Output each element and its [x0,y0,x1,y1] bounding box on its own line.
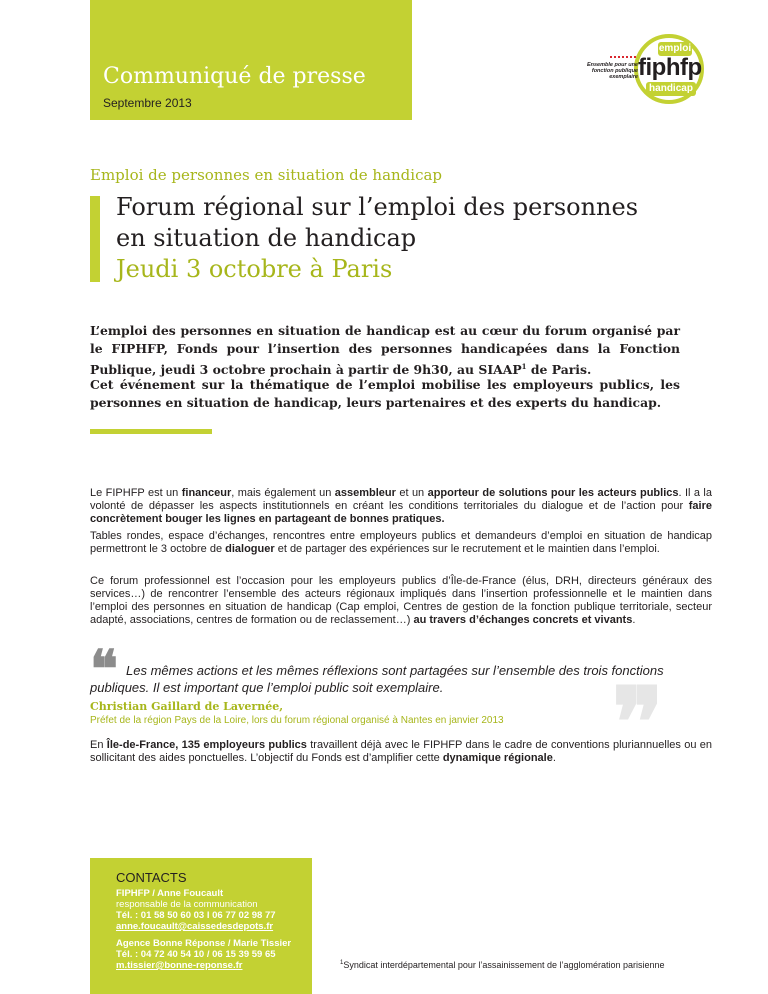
quote-author-role: Préfet de la région Pays de la Loire, lors du forum régional organisé à Nantes en janvier 2013 [90,715,504,726]
body-paragraph-2: Tables rondes, espace d’échanges, rencontres entre employeurs publics et demandeurs d’emploi en situation de handicap permettront le 3 octobre de dialoguer et de partager des expériences sur le recrutement et le maintien dans l’emploi. [90,530,712,555]
footnote-ref: 1 [521,362,527,371]
title-accent-bar [90,196,100,282]
fiphfp-logo [586,32,716,106]
logo-top-label: emploi [658,43,692,54]
footnote-mark: 1 [340,960,344,966]
quote-author: Christian Gaillard de Lavernée, [90,700,284,713]
contacts-title: CONTACTS [116,870,187,885]
contacts-box [90,858,312,994]
contact-1-role: responsable de la communication [116,899,258,910]
logo-tagline: Ensemble pour une fonction publique exemplaire [586,62,638,80]
contact-1-name: FIPHFP / Anne Foucault [116,888,224,899]
body-paragraph-4: En Île-de-France, 135 employeurs publics travaillent déjà avec le FIPHFP dans le cadre de conventions pluriannuelles ou en sollicitant des aides ponctuelles. L’objectif du Fonds est d’amplifier cette dynamique régionale. [90,739,713,764]
header-banner [90,0,412,120]
page-title-line-1: Forum régional sur l’emploi des personnes [116,193,639,221]
close-quote-icon: ❞ [612,666,664,779]
open-quote-icon: ❝ [90,639,118,700]
intro-paragraph-1: L’emploi des personnes en situation de handicap est au cœur du forum organisé par le FIPHFP, Fonds pour l’insertion des personnes handicapées dans la Fonction Publique, jeudi 3 octobre prochain à partir de 9h30, au SIAAP$^1$ de Paris. [90,323,680,378]
intro-paragraph-2: Cet événement sur la thématique de l’emploi mobilise les employeurs publics, les personnes en situation de handicap, leurs partenaires et des experts du handicap. [90,377,680,410]
page-title-line-2: en situation de handicap [116,224,417,252]
header-date: Septembre 2013 [103,96,192,110]
contact-1-email-link[interactable]: anne.foucault@caissedesdepots.fr [116,921,274,932]
page-title-date: Jeudi 3 octobre à Paris [116,255,393,283]
logo-dots [610,56,636,58]
separator-bar [90,429,212,434]
body-paragraph-1: Le FIPHFP est un financeur, mais également un assembleur et un apporteur de solutions pour les acteurs publics. Il a la volonté de dépasser les aspects institutionnels en créant les conditions territoriales du dialogue et de l’action pour faire concrètement bouger les lignes en partageant de bonnes pratiques. [90,487,712,525]
contact-1-phone: Tél. : 01 58 50 60 03 I 06 77 02 98 77 [116,910,276,921]
footnote: $^1$Syndicat interdépartemental pour l’assainissement de l’agglomération parisienne [340,960,665,970]
quote-text: Les mêmes actions et les mêmes réflexions sont partagées sur l’ensemble des trois fonctions publiques. Il est important que l’emploi public soit exemplaire. [90,663,664,695]
section-tag: Emploi de personnes en situation de handicap [90,166,443,184]
contact-2-name: Agence Bonne Réponse / Marie Tissier [116,938,292,949]
contact-2-email-link[interactable]: m.tissier@bonne-reponse.fr [116,960,243,971]
header-title: Communiqué de presse [103,64,366,89]
contact-2-phone: Tél. : 04 72 40 54 10 / 06 15 39 59 65 [116,949,276,960]
body-paragraph-3: Ce forum professionnel est l’occasion pour les employeurs publics d’Île-de-France (élus, DRH, directeurs généraux des services…) de rencontrer l’ensemble des acteurs régionaux impliqués dans l’insertion professionnelle et le maintien dans l’emploi des personnes en situation de handicap (Cap emploi, Centres de gestion de la fonction publique territoriale, secteur adapté, associations, centres de formation ou de reclassement…) au travers d’échanges concrets et vivants. [90,575,712,626]
logo-wordmark: fiphfp [638,54,702,81]
logo-bottom-label: handicap [646,82,696,96]
